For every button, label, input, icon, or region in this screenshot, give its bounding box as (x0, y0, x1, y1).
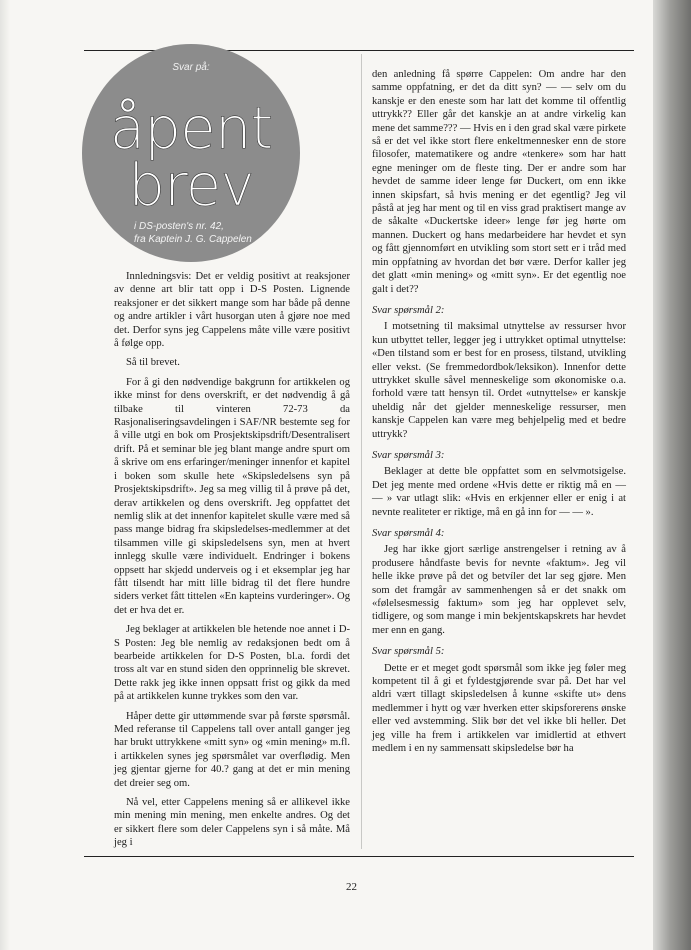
left-text-column (114, 270, 350, 856)
heading-title-line1: åpent (109, 94, 273, 162)
right-text-column (372, 68, 626, 762)
paragraph: Så til brevet. (126, 357, 180, 369)
section-heading: Svar spørsmål 5: (372, 646, 445, 658)
paragraph: Jeg beklager at artikkelen ble hetende noe annet i D-S Posten: Jeg ble nemlig av redaksjonen bedt om å bearbeide artikkelen for D-S Posten, bl.a. fordi det tross alt var en stund siden den opprinnelig ble skrevet. Dette rakk jeg ikke innen oppsatt frist og gikk da med på at artikkelen kunne trykkes som den var. (114, 624, 350, 703)
paragraph: Innledningsvis: Det er veldig positivt at reaksjoner av denne art blir tatt opp i D-S Posten. Lignende reaksjoner er det sikkert mange som har både på denne og andre artikler i vårt husorgan uten å gjøre noe med det. Derfor syns jeg Cappelens måte ville være positivt å følge opp. (114, 271, 350, 350)
heading-reference-line2: fra Kaptein J. G. Cappelen (134, 234, 252, 245)
paragraph: Dette er et meget godt spørsmål som ikke jeg føler meg kompetent til å gi et fyldestgjørende svar på. Det har vel aldri vært tillagt skipsledelsen å kunne «skifte ut» dens medlemmer i hytt og vær hverken etter skipsforerens ønske eller ved avstemming. Slik bør det vel ikke bli heller. Det jeg ville ha frem i artikkelen var imidlertid at ethvert medlem i en ny sammensatt skipsledelse bør ha (372, 662, 626, 755)
section-heading: Svar spørsmål 3: (372, 449, 445, 461)
page-edge-shadow (653, 0, 691, 950)
column-divider (361, 54, 362, 849)
paragraph: Håper dette gir uttømmende svar på første spørsmål. Med referanse til Cappelens tall over antall ganger jeg har brukt uttrykkene «mitt syn» og «min mening» m.fl. i artikkelen synes jeg spørsmålet var overflødig. Men jeg gjentar gjerne for 40.? gang at det er min mening det dreier seg om. (114, 710, 350, 789)
page-number: 22 (346, 881, 357, 893)
open-letter-heading-badge (82, 44, 300, 262)
page-edge-left (0, 0, 10, 950)
heading-reference-line1: i DS-posten's nr. 42, (134, 221, 224, 232)
section-heading: Svar spørsmål 4: (372, 528, 445, 539)
paragraph: Nå vel, etter Cappelens mening så er allikevel ikke min mening min mening, men enkelte andres. Og det er sikkert flere som deler Cappelens syn i så måte. Må jeg i (114, 797, 350, 849)
paragraph: Jeg har ikke gjort særlige anstrengelser i retning av å produsere håndfaste bevis for nevnte «faktum». Jeg vil helle ikke prøve på det og betvíler det lar seg gjøre. Men som det framgår av sammenhengen så er det snakk om «følelsesmessig faktum» som jeg har opplevet selv, tidligere, og som mange i min bekjentskapskrets har hevdet mer enn en gang. (372, 544, 626, 636)
paragraph: For å gi den nødvendige bakgrunn for artikkelen og ikke minst for dens overskrift, er det nødvendig å gå tilbake til vinteren 72-73 da Rasjonaliseringsavdelingen i SAF/NR bestemte seg for å ville utgi en bok om Prosjektskipsdrift/Desentralisert drift. På et seminar ble jeg blant mange andre spurt om å skrive om ens erfaringer/meninger innenfor et kapitel i boken som skulle hete «Skipsledelsens syn på Prosjektskipsdrift». Jeg sa meg villig til å prøve på det, derav artikkelen og dens overskrift. Jeg oppfattet det nemlig slik at det innenfor kapitelet skulle være med så pass mange bidrag fra skipsledelses-medlemmer at det tilsammen ville gi skipsledelsens syn, men at hvert innlegg skulle være individuelt. Endringer i bokens oppsett har skjedd underveis og i et eksemplar jeg har fått tilsendt har mitt lille bidrag til det flere hundre siders verket fått tittelen «En kapteins vurderinger». Og det er hva det er. (114, 376, 350, 616)
heading-kicker: Svar på: (172, 62, 210, 73)
section-heading: Svar spørsmål 2: (372, 304, 445, 316)
bottom-rule (84, 856, 634, 857)
heading-title-line2: brev (128, 151, 254, 219)
paragraph: I motsetning til maksimal utnyttelse av ressurser hvor kun utbyttet teller, legger jeg i uttrykket optimal utnyttelse: «Den tilstand som er best for en prosess, tilstand, utvikling eller vekst. (Se fremmedordbok/leksikon). Innenfor dette uttrykket skulle såvel menneskelige som økonomiske o.a. forhold være tatt hensyn til. Ordet «utnyttelse» er kanskje uheldig når det gjelder menneskelige ressurser, men kanskje Cappelen kan være meg behjelpelig med et bedre uttrykk? (372, 321, 626, 440)
paragraph: den anledning få spørre Cappelen: Om andre har den samme oppfatning, er det da ditt syn? — — selv om du kanskje er den eneste som har latt det komme til offentlig uttrykk?? Eller går det kanskje an at andre virkelig kan mene det samme??? — Hvis en i den grad skal være pirkete så er det vel ikke stort flere enkeltmennesker enn de store filosofer, matematikere og andre «tenkere» som har hatt egne meninger om de fleste ting. Der er andre som har hevdet de samme ideer lenge før Duckert, om enn ikke innen skipsfart, så hvis mening er det egentlig? Jeg vil påstå at jeg har ment og til en viss grad praktisert mange av de såkalte «Duckertske ideer» lenge før jeg hørte om mannen. Duckert og hans medarbeidere har hevdet et syn og fått gjennomført en utvikling som stort sett er i tråd med min oppfatning av hvordan det bør være. Derfor kaller jeg det glatt «min mening» og «mitt syn». Er det egentlig noe galt i det?? (372, 69, 626, 295)
paragraph: Beklager at dette ble oppfattet som en selvmotsigelse. Det jeg mente med ordene «Hvis dette er riktig må en — — » var utlagt slik: «Hvis en erkjenner eller er enig i at nevnte realiteter er riktige, må en gå inn for — — ». (372, 466, 626, 518)
